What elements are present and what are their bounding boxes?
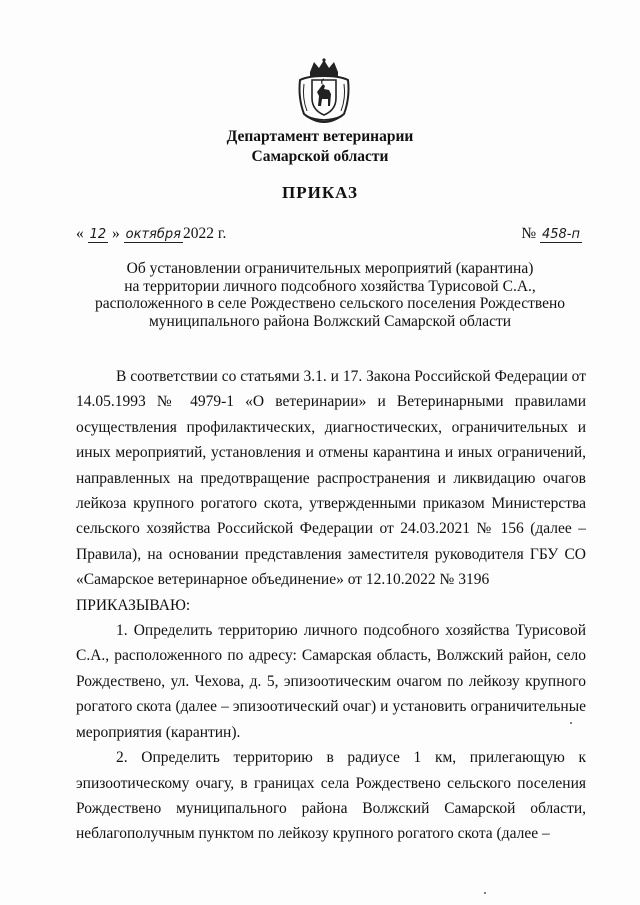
subject-line-3: расположенного в селе Рождествено сельского поселения Рождествено [94, 295, 566, 312]
date-open-quote: « [76, 225, 84, 242]
subject-line-4: муниципального района Волжский Самарской области [148, 312, 512, 330]
subject-line-1: Об установлении ограничительных мероприятий (карантина) [126, 260, 534, 277]
date-close-quote: » [112, 225, 120, 242]
department-line-2: Самарской области [251, 148, 389, 165]
date-year: 2022 г. [182, 225, 227, 242]
order-body [76, 364, 586, 847]
item-2-paragraph: 2. Определить территорию в радиусе 1 км, прилегающую к эпизоотическому очагу, в границах села Рождествено сельского поселения Рождествено муниципального района Волжский Самарской области, неблагополучным пунктом по лейкозу крупного рогатого скота (далее – [76, 749, 586, 843]
order-number [521, 225, 582, 243]
number-label: № [521, 225, 537, 242]
order-subject [70, 260, 590, 330]
item-1-paragraph: 1. Определить территорию личного подсобного хозяйства Турисовой С.А., расположенного по адресу: Самарская область, Волжский район, село Рождествено, ул. Чехова, д. 5, эпизоотическим очагом по лейкозу крупного рогатого скота (далее – эпизоотический очаг) и установить ограничительные мероприятия (карантин). [76, 622, 586, 741]
order-word: ПРИКАЗЫВАЮ: [76, 596, 191, 614]
preamble-paragraph: В соответствии со статьями 3.1. и 17. Закона Российской Федерации от 14.05.1993 № 4979-1 «О ветеринарии» и Ветеринарными правилами осуществления профилактических, диагностических, ограничительных и иных мероприятий, установления и отмены карантина и иных ограничений, направленных на предотвращение распространения и ликвидацию очагов лейкоза крупного рогатого скота, утвержденными приказом Министерства сельского хозяйства Российской Федерации от 24.03.2021 № 156 (далее – Правила), на основании представления заместителя руководителя ГБУ СО «Самарское ветеринарное объединение» от 12.10.2022 № 3196 [76, 368, 586, 589]
date-month: октября [125, 227, 181, 242]
scan-speck [484, 892, 486, 894]
department-name [0, 127, 640, 167]
date-day: 12 [89, 227, 107, 242]
order-date [76, 225, 226, 243]
department-line-1: Департамент ветеринарии [226, 128, 414, 145]
subject-line-2: на территории личного подсобного хозяйства Турисовой С.А., [124, 277, 536, 295]
order-title: ПРИКАЗ [282, 183, 358, 202]
samara-coat-of-arms-icon [296, 58, 352, 124]
number-value: 458-п [541, 227, 580, 242]
scan-speck [570, 722, 572, 724]
